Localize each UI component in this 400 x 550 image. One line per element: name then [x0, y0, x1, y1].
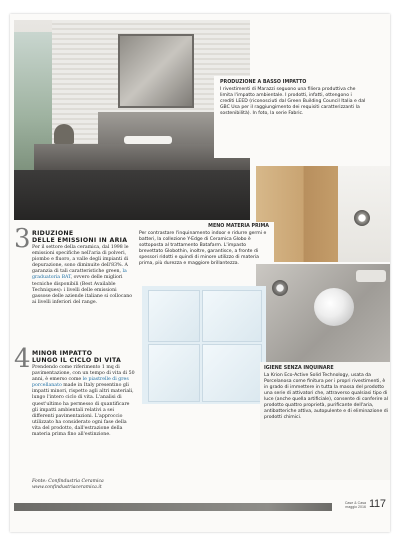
- soap-dish: [356, 270, 386, 282]
- source-line: Fonte: Confindustria Ceramica: [32, 479, 104, 484]
- tile: [202, 290, 262, 342]
- caption-materials: [134, 222, 274, 286]
- mirror: [118, 34, 194, 108]
- tile: [202, 344, 262, 402]
- body-text: made in Italy presentino gli impatti minori, rispetto agli altri materiali, lungo l'intero ciclo di vita. L'analisi di quest'ultimo ha permesso di quantificare gli impatti ambientali relativi a sei differenti pavimentazioni. L'approccio utilizzato ha considerato ogni fase della vita del prodotto, dall'estrazione della materia prima fino all'estinzione.: [32, 383, 134, 438]
- section-body: [32, 245, 136, 306]
- tile: [148, 344, 200, 402]
- source-note: [32, 479, 142, 491]
- drain-knob: [354, 210, 370, 226]
- section-heading-line: MINOR IMPATTO: [32, 350, 93, 357]
- section-body: [32, 365, 136, 438]
- source-url: www.confindustriaceramica.it: [32, 485, 102, 490]
- caption-title: PRODUZIONE A BASSO IMPATTO: [220, 80, 307, 85]
- highlighted-text: la graduatoria BAT: [32, 269, 127, 281]
- footer-bar: [14, 503, 332, 511]
- caption-body: Per contrastare l'inquinamento indoor e ridurre germi e batteri, la collezione Y-Edge di Ceramica Globo è sottoposta al trattamento Batafarm. L'impasto brevettato Globothin, inoltre, garantisce, a fronte di spessori ridotti e quindi di minore utilizzo di materia prima, più durezza e maggiore brillantezza.: [139, 231, 267, 266]
- caption-title: MENO MATERIA PRIMA: [208, 224, 269, 229]
- caption-body: I rivestimenti di Marazzi seguono una filiera produttiva che limita l'impatto ambientale. I prodotti, infatti, ottengono i crediti LEED (riconosciuti dal Green Building Council Italia e dal GBC Usa per il raggiungimento dei requisiti caratterizzanti la sostenibilità). In foto, la serie Fabric.: [220, 87, 366, 116]
- magazine-title: Case & Casa: [344, 501, 366, 505]
- tile: [148, 290, 200, 342]
- section-number: 3: [14, 224, 31, 254]
- vase: [54, 124, 74, 144]
- accessories-photo: [256, 264, 390, 362]
- magazine-page: [10, 14, 390, 532]
- body-text: , ovvero delle migliori tecniche disponibili (Best Available Techniques): i livelli delle emissioni gassose delle aziende italiane si collocano ai livelli inferiori del range.: [32, 275, 133, 305]
- section-heading-line: LUNGO IL CICLO DI VITA: [32, 357, 122, 365]
- floor: [14, 170, 250, 220]
- section-heading: [32, 350, 121, 364]
- caption-production: [214, 76, 372, 158]
- wood-sink-photo: [256, 166, 390, 262]
- body-text: Per il settore della ceramica, dal 1998 le emissioni specifiche nell'aria di polveri, piombo e fluoro, a valle degli impianti di depurazione, sono diminuite dell'83%. A garanzia di tali caratteristiche green,: [32, 245, 129, 275]
- caption-hygiene: [260, 362, 390, 480]
- body-text: Prendendo come riferimento 1 mq di pavimentazione, con un tempo di vita di 50 anni, è emerso come: [32, 365, 135, 383]
- sink: [124, 136, 172, 144]
- section-heading: [32, 230, 127, 244]
- caption-title: IGIENE SENZA INQUINARE: [264, 366, 334, 371]
- page-number: 117: [369, 498, 386, 510]
- tiles-photo: [142, 286, 266, 404]
- section-number: 4: [14, 344, 31, 374]
- section-heading-line: DELLE EMISSIONI IN ARIA: [32, 237, 128, 245]
- section-heading-line: RIDUZIONE: [32, 230, 74, 237]
- highlighted-text: le piastrelle di gres porcellanato: [32, 377, 129, 389]
- magazine-issue: maggio 2016: [345, 505, 366, 509]
- caption-body: La Krion Eco-Active Solid Technology, usata da Porcelanosa come finitura per i propri rivestimenti, è in grado di immettere in tutta la massa del prodotto una serie di attivatori che, attraverso qualsiasi tipo di luce (anche quella artificiale), consente di conferire al prodotto quattro proprietà, purificante dell'aria, antibatteriche attiva, autopulente e di eliminazione di prodotti chimici.: [264, 373, 388, 420]
- sponge-flower: [314, 288, 354, 326]
- magazine-name: [332, 501, 366, 509]
- brush: [272, 280, 288, 296]
